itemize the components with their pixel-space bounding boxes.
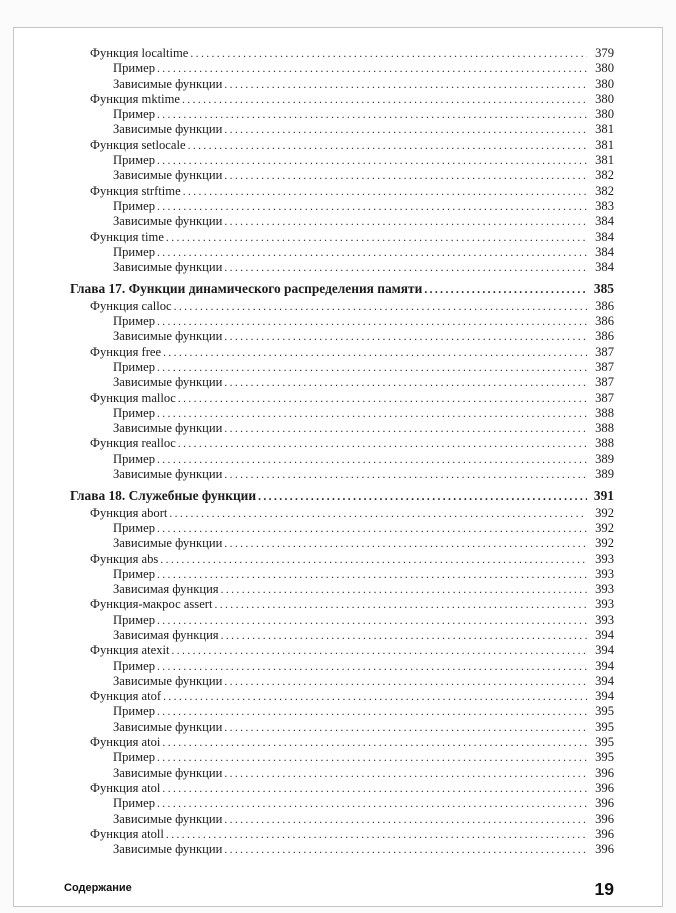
table-of-contents — [70, 46, 614, 857]
toc-entry-page: 380 — [595, 76, 614, 91]
toc-entry-page: 386 — [595, 314, 614, 329]
dot-leader — [157, 360, 587, 376]
toc-entry-page: 389 — [595, 467, 614, 482]
toc-entry-label: Функция abort — [90, 505, 168, 520]
toc-entry-label: Пример — [113, 107, 155, 122]
dot-leader — [221, 582, 587, 598]
toc-entry-page: 381 — [595, 153, 614, 168]
toc-entry-page: 386 — [595, 329, 614, 344]
dot-leader — [178, 436, 587, 452]
toc-entry-page: 384 — [595, 214, 614, 229]
toc-entry — [70, 168, 614, 183]
dot-leader — [224, 421, 587, 437]
toc-entry-label: Зависимые функции — [113, 536, 223, 551]
toc-entry-label: Зависимые функции — [113, 260, 223, 275]
toc-entry — [70, 750, 614, 765]
dot-leader — [224, 77, 587, 93]
toc-entry-label: Пример — [113, 750, 155, 765]
toc-entry — [70, 260, 614, 275]
dot-leader — [224, 674, 587, 690]
dot-leader — [224, 467, 587, 483]
toc-entry — [70, 827, 614, 842]
toc-entry-page: 383 — [595, 198, 614, 213]
toc-entry — [70, 506, 614, 521]
toc-entry-page: 382 — [595, 168, 614, 183]
toc-entry — [70, 781, 614, 796]
toc-entry — [70, 77, 614, 92]
toc-entry — [70, 536, 614, 551]
toc-entry — [70, 406, 614, 421]
toc-entry-page: 387 — [595, 344, 614, 359]
toc-entry-page: 381 — [595, 137, 614, 152]
toc-entry-page: 391 — [593, 488, 614, 504]
toc-entry-label: Пример — [113, 566, 155, 581]
dot-leader — [166, 827, 587, 843]
toc-entry-page: 394 — [595, 627, 614, 642]
dot-leader — [224, 536, 587, 552]
toc-entry-page: 380 — [595, 61, 614, 76]
toc-entry-label: Функция atof — [90, 689, 162, 704]
toc-entry — [70, 689, 614, 704]
toc-entry — [70, 735, 614, 750]
toc-entry — [70, 567, 614, 582]
toc-entry-label: Пример — [113, 198, 155, 213]
toc-entry — [70, 184, 614, 199]
toc-entry — [70, 199, 614, 214]
toc-entry-page: 395 — [595, 750, 614, 765]
toc-entry — [70, 842, 614, 857]
dot-leader — [166, 230, 587, 246]
dot-leader — [157, 796, 587, 812]
toc-entry-page: 388 — [595, 421, 614, 436]
toc-entry-label: Зависимые функции — [113, 214, 223, 229]
dot-leader — [157, 567, 587, 583]
toc-entry-label: Глава 18. Служебные функции — [70, 488, 257, 504]
toc-entry — [70, 138, 614, 153]
toc-entry-label: Функция calloc — [90, 298, 172, 313]
toc-entry-label: Функция atexit — [90, 643, 170, 658]
dot-leader — [224, 812, 587, 828]
toc-entry-page: 386 — [595, 298, 614, 313]
dot-leader — [258, 488, 587, 505]
dot-leader — [188, 138, 587, 154]
dot-leader — [214, 597, 587, 613]
toc-entry — [70, 812, 614, 827]
toc-entry-label: Пример — [113, 405, 155, 420]
toc-entry-label: Функция atoi — [90, 735, 161, 750]
toc-entry-label: Пример — [113, 612, 155, 627]
toc-entry-page: 384 — [595, 244, 614, 259]
dot-leader — [157, 107, 587, 123]
dot-leader — [162, 735, 587, 751]
toc-entry — [70, 628, 614, 643]
toc-entry — [70, 61, 614, 76]
toc-entry — [70, 720, 614, 735]
dot-leader — [224, 766, 587, 782]
toc-entry-label: Зависимые функции — [113, 765, 223, 780]
dot-leader — [157, 406, 587, 422]
dot-leader — [157, 199, 587, 215]
dot-leader — [424, 281, 587, 298]
toc-entry-label: Зависимые функции — [113, 76, 223, 91]
toc-chapter-entry — [70, 281, 614, 296]
toc-entry — [70, 582, 614, 597]
toc-entry — [70, 153, 614, 168]
toc-entry-label: Зависимые функции — [113, 673, 223, 688]
dot-leader — [157, 613, 587, 629]
toc-entry-page: 388 — [595, 436, 614, 451]
dot-leader — [157, 61, 587, 77]
dot-leader — [157, 452, 587, 468]
dot-leader — [157, 314, 587, 330]
toc-entry-page: 394 — [595, 673, 614, 688]
toc-entry-page: 384 — [595, 260, 614, 275]
toc-entry-page: 395 — [595, 719, 614, 734]
toc-entry — [70, 345, 614, 360]
toc-entry-page: 392 — [595, 505, 614, 520]
toc-entry-page: 388 — [595, 405, 614, 420]
toc-entry-label: Функция abs — [90, 551, 159, 566]
toc-entry-page: 396 — [595, 796, 614, 811]
toc-entry-label: Функция-макрос assert — [90, 597, 213, 612]
toc-entry-label: Пример — [113, 451, 155, 466]
toc-entry-page: 396 — [595, 842, 614, 857]
toc-entry-label: Зависимые функции — [113, 467, 223, 482]
toc-entry-label: Зависимая функция — [113, 627, 219, 642]
toc-entry-label: Пример — [113, 796, 155, 811]
toc-entry-label: Зависимые функции — [113, 122, 223, 137]
toc-entry-page: 395 — [595, 704, 614, 719]
toc-entry-page: 392 — [595, 520, 614, 535]
toc-entry-label: Функция atoll — [90, 826, 164, 841]
toc-entry — [70, 245, 614, 260]
dot-leader — [157, 704, 587, 720]
toc-entry-label: Функция realloc — [90, 436, 176, 451]
toc-entry — [70, 391, 614, 406]
toc-entry-label: Зависимые функции — [113, 421, 223, 436]
toc-entry-page: 393 — [595, 612, 614, 627]
toc-entry-label: Зависимые функции — [113, 811, 223, 826]
toc-entry — [70, 230, 614, 245]
dot-leader — [160, 552, 587, 568]
dot-leader — [172, 643, 588, 659]
toc-entry-label: Зависимые функции — [113, 842, 223, 857]
toc-entry-page: 394 — [595, 643, 614, 658]
toc-entry-label: Функция malloc — [90, 390, 176, 405]
toc-entry-label: Пример — [113, 359, 155, 374]
dot-leader — [157, 245, 587, 261]
dot-leader — [183, 184, 587, 200]
toc-entry-label: Зависимые функции — [113, 375, 223, 390]
toc-entry — [70, 214, 614, 229]
toc-entry-page: 387 — [595, 390, 614, 405]
toc-entry-page: 393 — [595, 597, 614, 612]
dot-leader — [182, 92, 587, 108]
dot-leader — [162, 781, 587, 797]
toc-entry-page: 396 — [595, 811, 614, 826]
dot-leader — [224, 329, 587, 345]
toc-entry-page: 392 — [595, 536, 614, 551]
toc-entry — [70, 552, 614, 567]
toc-entry-page: 387 — [595, 375, 614, 390]
toc-entry-page: 396 — [595, 780, 614, 795]
toc-entry-label: Зависимые функции — [113, 329, 223, 344]
toc-entry — [70, 360, 614, 375]
toc-entry — [70, 107, 614, 122]
toc-entry-page: 380 — [595, 91, 614, 106]
toc-entry-label: Функция mktime — [90, 91, 181, 106]
toc-entry-page: 394 — [595, 658, 614, 673]
toc-entry — [70, 704, 614, 719]
toc-entry — [70, 597, 614, 612]
toc-entry-label: Зависимые функции — [113, 168, 223, 183]
toc-entry — [70, 613, 614, 628]
toc-entry — [70, 122, 614, 137]
toc-entry-label: Пример — [113, 244, 155, 259]
toc-entry-page: 389 — [595, 451, 614, 466]
toc-entry-page: 380 — [595, 107, 614, 122]
toc-entry-page: 395 — [595, 735, 614, 750]
toc-entry-label: Глава 17. Функции динамического распределения памяти — [70, 281, 423, 297]
dot-leader — [169, 506, 587, 522]
toc-entry-page: 385 — [593, 281, 614, 297]
dot-leader — [224, 375, 587, 391]
toc-entry-label: Функция localtime — [90, 46, 189, 60]
dot-leader — [224, 168, 587, 184]
toc-entry-label: Пример — [113, 520, 155, 535]
toc-entry — [70, 467, 614, 482]
toc-entry-page: 393 — [595, 566, 614, 581]
toc-entry-page: 379 — [595, 46, 614, 60]
toc-entry-label: Функция strftime — [90, 183, 181, 198]
toc-entry-label: Функция atol — [90, 780, 161, 795]
toc-entry — [70, 92, 614, 107]
dot-leader — [224, 214, 587, 230]
toc-entry-label: Зависимые функции — [113, 719, 223, 734]
toc-entry-page: 393 — [595, 551, 614, 566]
toc-entry — [70, 46, 614, 61]
toc-entry — [70, 421, 614, 436]
page-number: 19 — [594, 879, 614, 899]
dot-leader — [178, 391, 587, 407]
toc-entry-label: Функция time — [90, 229, 164, 244]
toc-entry-page: 382 — [595, 183, 614, 198]
toc-chapter-entry — [70, 488, 614, 503]
toc-entry-page: 381 — [595, 122, 614, 137]
toc-entry — [70, 643, 614, 658]
dot-leader — [163, 689, 587, 705]
dot-leader — [224, 260, 587, 276]
toc-entry — [70, 521, 614, 536]
toc-entry-label: Зависимая функция — [113, 582, 219, 597]
toc-entry-label: Пример — [113, 153, 155, 168]
toc-entry-page: 393 — [595, 582, 614, 597]
toc-entry — [70, 796, 614, 811]
toc-entry — [70, 329, 614, 344]
toc-entry — [70, 299, 614, 314]
toc-entry-label: Пример — [113, 658, 155, 673]
toc-entry-page: 384 — [595, 229, 614, 244]
toc-entry-page: 394 — [595, 689, 614, 704]
toc-entry — [70, 375, 614, 390]
toc-entry-label: Функция free — [90, 344, 162, 359]
toc-entry — [70, 314, 614, 329]
toc-entry — [70, 766, 614, 781]
dot-leader — [157, 750, 587, 766]
toc-entry-page: 387 — [595, 359, 614, 374]
toc-entry — [70, 436, 614, 451]
toc-entry — [70, 452, 614, 467]
toc-entry-label: Пример — [113, 61, 155, 76]
toc-entry — [70, 674, 614, 689]
dot-leader — [190, 46, 587, 62]
toc-entry-page: 396 — [595, 765, 614, 780]
dot-leader — [224, 842, 587, 858]
dot-leader — [157, 659, 587, 675]
dot-leader — [224, 720, 587, 736]
toc-entry-label: Пример — [113, 314, 155, 329]
toc-entry-label: Функция setlocale — [90, 137, 186, 152]
toc-entry-label: Пример — [113, 704, 155, 719]
toc-entry-page: 396 — [595, 826, 614, 841]
dot-leader — [221, 628, 587, 644]
toc-entry — [70, 659, 614, 674]
dot-leader — [224, 122, 587, 138]
footer-section-title: Содержание — [64, 882, 132, 894]
dot-leader — [157, 521, 587, 537]
dot-leader — [163, 345, 587, 361]
dot-leader — [157, 153, 587, 169]
dot-leader — [174, 299, 587, 315]
